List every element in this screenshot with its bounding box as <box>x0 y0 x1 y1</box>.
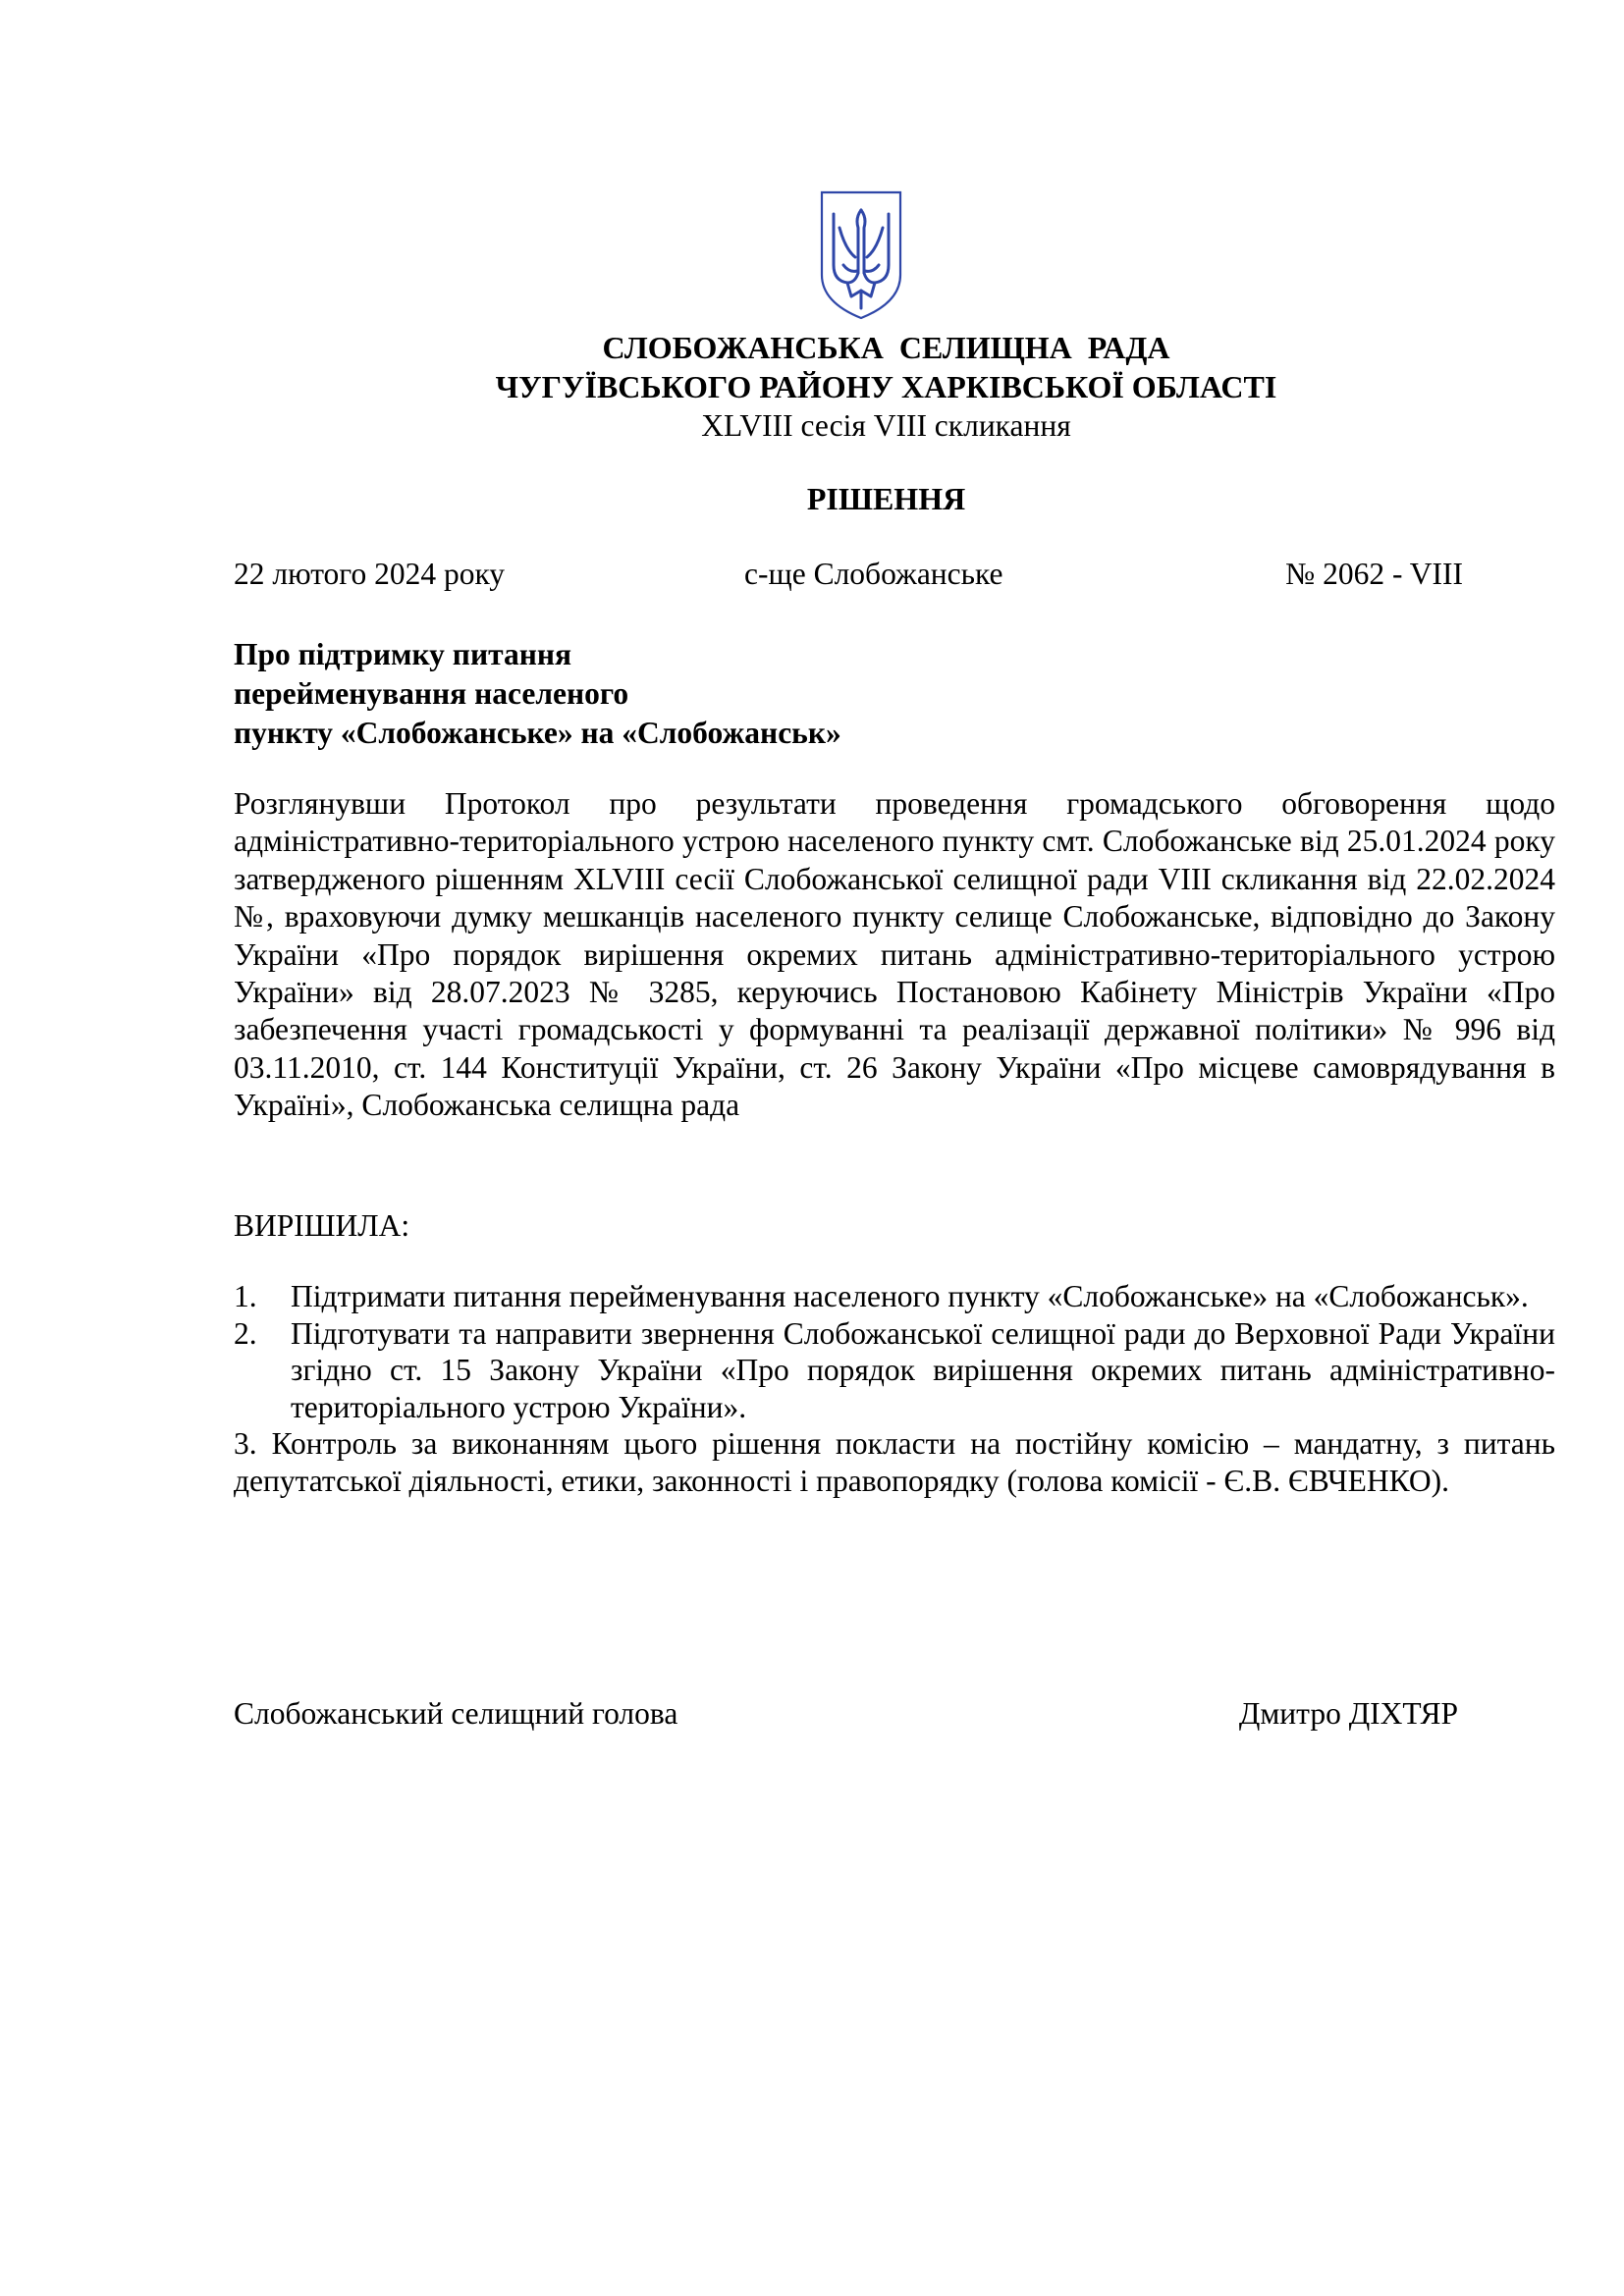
document-type: РІШЕННЯ <box>806 481 966 516</box>
council-name: СЛОБОЖАНСЬКА СЕЛИЩНА РАДА <box>602 330 1170 365</box>
resolved-label: ВИРІШИЛА: <box>234 1208 410 1243</box>
signature-block <box>234 1695 1458 1735</box>
document-number: № 2062 - VIII <box>1285 557 1463 591</box>
item-text: Підтримати питання перейменування населеного пункту «Слобожанське» на «Слобожанськ». <box>291 1279 1529 1313</box>
subject-line: Про підтримку питання <box>234 637 572 671</box>
session-info: XLVIII сесія VIII скликання <box>701 408 1071 443</box>
document-meta <box>234 556 1463 595</box>
resolution-items <box>234 1278 1555 1499</box>
subject-line: перейменування населеного <box>234 676 629 711</box>
item-number: 2. <box>234 1315 257 1351</box>
document-header <box>0 328 1624 446</box>
subject-line: пункту «Слобожанське» на «Слобожанськ» <box>234 716 841 750</box>
district-name: ЧУГУЇВСЬКОГО РАЙОНУ ХАРКІВСЬКОЇ ОБЛАСТІ <box>495 369 1277 404</box>
document-date: 22 лютого 2024 року <box>234 557 506 591</box>
coat-of-arms-icon <box>818 188 904 322</box>
preamble-paragraph: Розглянувши Протокол про результати проведення громадського обговорення щодо адміністративно-територіального устрою населеного пункту смт. Слобожанське від 25.01.2024 року затвердженого рішенням XLVIII сесії Слобожанської селищної ради VIII скликання від 22.02.2024 №, враховуючи думку мешканців населеного пункту селище Слобожанське, відповідно до Закону України «Про порядок вирішення окремих питань адміністративно-територіального устрою України» від 28.07.2023 № 3285, керуючись Постановою Кабінету Міністрів України «Про забезпечення участі громадськості у формуванні та реалізації державної політики» № 996 від 03.11.2010, ст. 144 Конституції України, ст. 26 Закону України «Про місцеве самоврядування в Україні», Слобожанська селищна рада <box>234 786 1555 1123</box>
signatory-title: Слобожанський селищний голова <box>234 1696 678 1731</box>
list-item: 3. Контроль за виконанням цього рішення покласти на постійну комісію – мандатну, з питань депутатської діяльності, етики, законності і правопорядку (голова комісії - Є.В. ЄВЧЕНКО). <box>234 1426 1555 1498</box>
document-subject <box>234 635 841 753</box>
signatory-name: Дмитро ДІХТЯР <box>1238 1696 1458 1731</box>
list-item <box>234 1315 1555 1426</box>
list-item <box>234 1278 1555 1315</box>
item-number: 1. <box>234 1279 257 1313</box>
document-place: с-ще Слобожанське <box>744 557 1003 591</box>
item-text: Підготувати та направити звернення Слобожанської селищної ради до Верховної Ради України згідно ст. 15 Закону України «Про порядок вирішення окремих питань адміністративно-територіального устрою України». <box>291 1315 1555 1424</box>
